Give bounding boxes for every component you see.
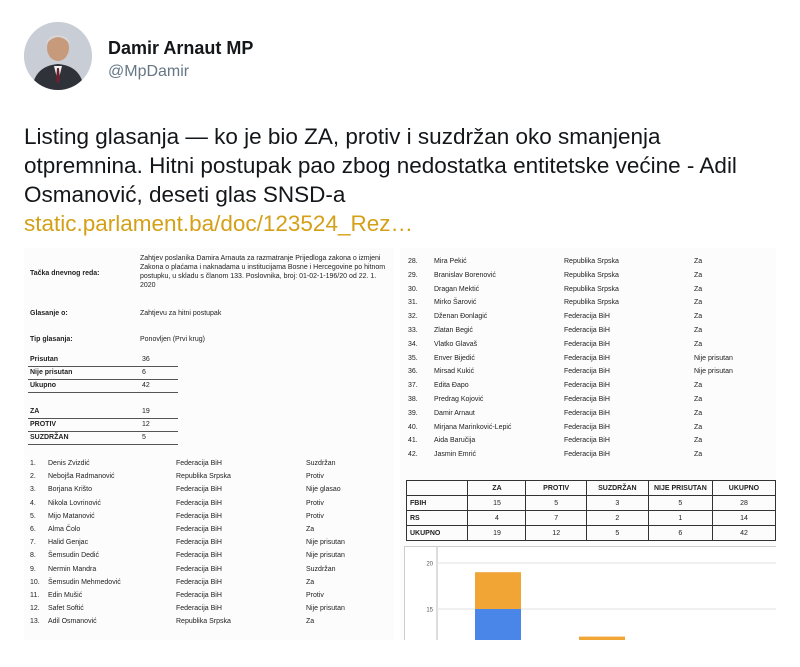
count-label: SUZDRŽAN xyxy=(30,434,69,441)
member-name: Nebojša Radmanović xyxy=(48,473,115,481)
member-vote: Nije prisutan xyxy=(694,368,733,376)
summary-header-cell xyxy=(407,481,468,496)
member-number: 1. xyxy=(30,460,36,467)
member-row xyxy=(24,577,394,590)
member-vote: Za xyxy=(694,340,703,348)
count-row xyxy=(28,367,178,380)
member-number: 35. xyxy=(408,354,418,362)
count-label: PROTIV xyxy=(30,421,57,428)
member-row xyxy=(24,524,394,537)
member-entity: Federacija BiH xyxy=(564,382,610,390)
member-entity: Federacija BiH xyxy=(564,354,610,362)
member-vote: Nije prisutan xyxy=(306,605,345,613)
summary-header-cell: PROTIV xyxy=(526,481,586,496)
member-row xyxy=(24,511,394,524)
member-name: Mirjana Marinković-Lepić xyxy=(434,423,512,431)
member-number: 42. xyxy=(408,451,418,459)
member-number: 31. xyxy=(408,299,418,307)
member-entity: Federacija BiH xyxy=(564,327,610,334)
member-row xyxy=(400,435,776,448)
member-vote: Za xyxy=(694,285,703,293)
summary-cell: 5 xyxy=(526,496,586,511)
member-vote: Nije prisutan xyxy=(694,354,733,362)
member-vote: Za xyxy=(306,618,315,626)
member-vote: Za xyxy=(694,409,703,417)
count-row xyxy=(28,432,178,445)
member-row xyxy=(400,311,776,324)
avatar[interactable] xyxy=(24,22,92,90)
tweet-header xyxy=(24,22,764,90)
member-row xyxy=(400,394,776,407)
document-left-page xyxy=(24,248,394,640)
bar-segment xyxy=(579,637,625,640)
member-row xyxy=(24,550,394,563)
bar-chart-svg xyxy=(405,547,776,640)
member-number: 2. xyxy=(30,473,36,481)
bar-segment xyxy=(475,572,521,609)
member-name: Edin Mušić xyxy=(48,592,83,599)
member-row xyxy=(400,353,776,366)
member-number: 29. xyxy=(408,271,418,279)
member-number: 39. xyxy=(408,409,418,417)
summary-cell: 1 xyxy=(648,511,712,526)
member-entity: Federacija BiH xyxy=(564,396,610,403)
member-name: Branislav Borenović xyxy=(434,271,496,279)
vote-type-label: Tip glasanja: xyxy=(30,336,73,343)
member-number: 3. xyxy=(30,486,36,494)
tweet-body: Listing glasanja — ko je bio ZA, protiv i suzdržan oko smanjenja otpremnina. Hitni postupak pao zbog nedostatka entitetske većine - Adil Osmanović, deseti glas SNSD-a xyxy=(24,124,737,207)
member-entity: Federacija BiH xyxy=(176,526,222,533)
member-row xyxy=(24,616,394,629)
member-vote: Za xyxy=(694,313,703,321)
bar-segment xyxy=(475,609,521,640)
summary-cell: 42 xyxy=(712,526,775,541)
vote-on-text: Zahtjevu za hitni postupak xyxy=(140,310,222,317)
member-name: Nermin Mandra xyxy=(48,565,97,573)
member-number: 33. xyxy=(408,327,418,334)
member-name: Šemsudin Mehmedović xyxy=(48,578,121,586)
count-label: Prisutan xyxy=(30,356,59,363)
summary-cell: 12 xyxy=(526,526,586,541)
member-entity: Federacija BiH xyxy=(564,368,610,376)
summary-row xyxy=(407,511,776,526)
count-value: 36 xyxy=(142,356,150,363)
member-vote: Nije prisutan xyxy=(306,552,345,560)
member-row xyxy=(24,458,394,471)
member-entity: Republika Srpska xyxy=(564,285,619,293)
member-name: Dženan Đonlagić xyxy=(434,313,488,321)
author-handle[interactable]: @MpDamir xyxy=(108,63,190,80)
member-entity: Federacija BiH xyxy=(176,552,222,560)
member-name: Denis Zvizdić xyxy=(48,460,90,467)
member-row xyxy=(400,366,776,379)
member-number: 12. xyxy=(30,605,40,613)
member-row xyxy=(24,498,394,511)
member-entity: Federacija BiH xyxy=(564,340,610,348)
member-entity: Federacija BiH xyxy=(176,605,222,613)
summary-header-cell: NIJE PRISUTAN xyxy=(648,481,712,496)
summary-row xyxy=(407,496,776,511)
author-name[interactable]: Damir Arnaut MP xyxy=(108,38,254,58)
count-label: ZA xyxy=(30,408,40,415)
member-name: Edita Đapo xyxy=(434,382,469,390)
member-name: Mijo Matanović xyxy=(48,512,95,520)
summary-cell: 14 xyxy=(712,511,775,526)
member-entity: Federacija BiH xyxy=(176,592,222,599)
member-vote: Za xyxy=(694,327,703,334)
tweet-text xyxy=(24,122,764,238)
member-vote: Za xyxy=(306,578,315,586)
y-tick-label: 15 xyxy=(426,607,433,614)
member-number: 6. xyxy=(30,526,36,533)
member-name: Damir Arnaut xyxy=(434,409,475,417)
member-name: Enver Bijedić xyxy=(434,354,475,362)
member-name: Dragan Mektić xyxy=(434,285,480,293)
member-entity: Federacija BiH xyxy=(176,512,222,520)
member-vote: Za xyxy=(694,271,703,279)
member-name: Borjana Krišto xyxy=(48,486,92,494)
summary-header-cell: UKUPNO xyxy=(712,481,775,496)
vote-type-text: Ponovljen (Prvi krug) xyxy=(140,336,205,343)
member-number: 11. xyxy=(30,592,40,599)
member-entity: Federacija BiH xyxy=(176,539,222,547)
member-name: Aida Baručija xyxy=(434,437,476,445)
summary-cell: 15 xyxy=(468,496,526,511)
member-row xyxy=(24,484,394,497)
member-entity: Federacija BiH xyxy=(176,499,222,507)
member-number: 32. xyxy=(408,313,418,321)
member-entity: Federacija BiH xyxy=(564,423,610,431)
member-number: 40. xyxy=(408,423,418,431)
member-vote: Za xyxy=(694,437,703,445)
member-name: Mirsad Kukić xyxy=(434,368,475,376)
member-name: Zlatan Begić xyxy=(434,327,473,334)
member-entity: Republika Srpska xyxy=(564,299,619,307)
member-entity: Federacija BiH xyxy=(176,460,222,467)
count-row xyxy=(28,406,178,419)
summary-row-label: RS xyxy=(407,511,468,526)
member-vote: Protiv xyxy=(306,512,324,520)
member-name: Adil Osmanović xyxy=(48,618,97,626)
member-row xyxy=(400,297,776,310)
summary-header-cell: SUZDRŽAN xyxy=(586,481,648,496)
summary-cell: 5 xyxy=(648,496,712,511)
member-row xyxy=(400,380,776,393)
member-vote: Nije prisutan xyxy=(306,539,345,547)
member-entity: Federacija BiH xyxy=(176,578,222,586)
member-number: 37. xyxy=(408,382,418,390)
summary-cell: 28 xyxy=(712,496,775,511)
member-vote: Suzdržan xyxy=(306,460,336,467)
summary-header-row xyxy=(407,481,776,496)
member-entity: Federacija BiH xyxy=(176,486,222,494)
member-row xyxy=(400,325,776,338)
agenda-text: Zahtjev poslanika Damira Arnauta za razmatranje Prijedloga zakona o izmjeni Zakona o plaćama i naknadama u institucijama Bosne i Hercegovine po hitnom postupku, u skladu s članom 133. Poslovnika, broj: 01-02-1-196/20 od 22. 1. 2020 xyxy=(140,255,386,289)
member-row xyxy=(400,339,776,352)
member-number: 10. xyxy=(30,578,40,586)
member-entity: Federacija BiH xyxy=(564,437,610,445)
avatar-image xyxy=(24,22,92,90)
member-number: 38. xyxy=(408,396,418,403)
summary-row-label: UKUPNO xyxy=(407,526,468,541)
count-value: 12 xyxy=(142,421,150,428)
member-name: Alma Čolo xyxy=(48,526,81,533)
y-tick-label: 20 xyxy=(426,561,433,568)
member-vote: Za xyxy=(694,396,703,403)
member-name: Predrag Kojović xyxy=(434,396,484,403)
summary-cell: 3 xyxy=(586,496,648,511)
member-row xyxy=(400,284,776,297)
vote-on-label: Glasanje o: xyxy=(30,310,68,317)
summary-row-label: FBIH xyxy=(407,496,468,511)
member-entity: Federacija BiH xyxy=(564,451,610,459)
member-name: Jasmin Emrić xyxy=(434,451,477,459)
tweet-link[interactable]: static.parlament.ba/doc/123524_Rez… xyxy=(24,211,413,236)
member-number: 41. xyxy=(408,437,418,445)
summary-cell: 2 xyxy=(586,511,648,526)
member-name: Mirko Šarović xyxy=(434,299,477,307)
member-vote: Za xyxy=(694,382,703,390)
member-vote: Za xyxy=(694,451,703,459)
member-name: Mira Pekić xyxy=(434,258,467,265)
member-name: Halid Genjac xyxy=(48,539,89,547)
member-vote: Protiv xyxy=(306,592,324,599)
member-row xyxy=(400,449,776,462)
agenda-label: Tačka dnevnog reda: xyxy=(30,270,100,277)
member-entity: Federacija BiH xyxy=(564,409,610,417)
member-number: 13. xyxy=(30,618,40,626)
member-row xyxy=(400,408,776,421)
member-vote: Za xyxy=(694,423,703,431)
member-number: 34. xyxy=(408,340,418,348)
member-number: 30. xyxy=(408,285,418,293)
summary-cell: 4 xyxy=(468,511,526,526)
member-vote: Suzdržan xyxy=(306,565,336,573)
count-value: 5 xyxy=(142,434,146,441)
count-row xyxy=(28,380,178,393)
summary-header-cell: ZA xyxy=(468,481,526,496)
member-vote: Protiv xyxy=(306,499,324,507)
member-vote: Za xyxy=(306,526,315,533)
bar-chart xyxy=(404,546,776,640)
count-label: Nije prisutan xyxy=(30,369,73,376)
member-number: 36. xyxy=(408,368,418,376)
member-entity: Federacija BiH xyxy=(176,565,222,573)
member-name: Safet Softić xyxy=(48,605,84,613)
member-name: Vlatko Glavaš xyxy=(434,340,478,348)
member-vote: Za xyxy=(694,258,703,265)
member-vote: Nije glasao xyxy=(306,486,341,494)
member-row xyxy=(400,422,776,435)
member-row xyxy=(24,471,394,484)
count-value: 42 xyxy=(142,382,150,389)
summary-cell: 7 xyxy=(526,511,586,526)
member-entity: Republika Srpska xyxy=(564,271,619,279)
member-entity: Republika Srpska xyxy=(564,258,619,265)
member-entity: Republika Srpska xyxy=(176,473,231,481)
member-vote: Protiv xyxy=(306,473,324,481)
summary-cell: 6 xyxy=(648,526,712,541)
member-number: 5. xyxy=(30,512,36,520)
member-number: 8. xyxy=(30,552,36,560)
count-value: 6 xyxy=(142,369,146,376)
tweet-media[interactable] xyxy=(24,248,776,640)
member-name: Nikola Lovrinović xyxy=(48,499,101,507)
summary-cell: 19 xyxy=(468,526,526,541)
summary-table xyxy=(406,480,776,541)
summary-row xyxy=(407,526,776,541)
member-row xyxy=(24,590,394,603)
member-row xyxy=(400,256,776,269)
member-row xyxy=(24,564,394,577)
member-vote: Za xyxy=(694,299,703,307)
member-number: 7. xyxy=(30,539,36,547)
summary-cell: 5 xyxy=(586,526,648,541)
member-name: Šemsudin Dedić xyxy=(48,552,99,560)
member-row xyxy=(400,270,776,283)
member-row xyxy=(24,603,394,616)
member-number: 28. xyxy=(408,258,418,265)
member-number: 4. xyxy=(30,499,36,507)
member-number: 9. xyxy=(30,565,36,573)
member-entity: Federacija BiH xyxy=(564,313,610,321)
count-row xyxy=(28,419,178,432)
member-entity: Republika Srpska xyxy=(176,618,231,626)
count-row xyxy=(28,354,178,367)
count-label: Ukupno xyxy=(30,382,57,389)
document-right-page xyxy=(400,248,776,640)
count-value: 19 xyxy=(142,408,150,415)
member-row xyxy=(24,537,394,550)
